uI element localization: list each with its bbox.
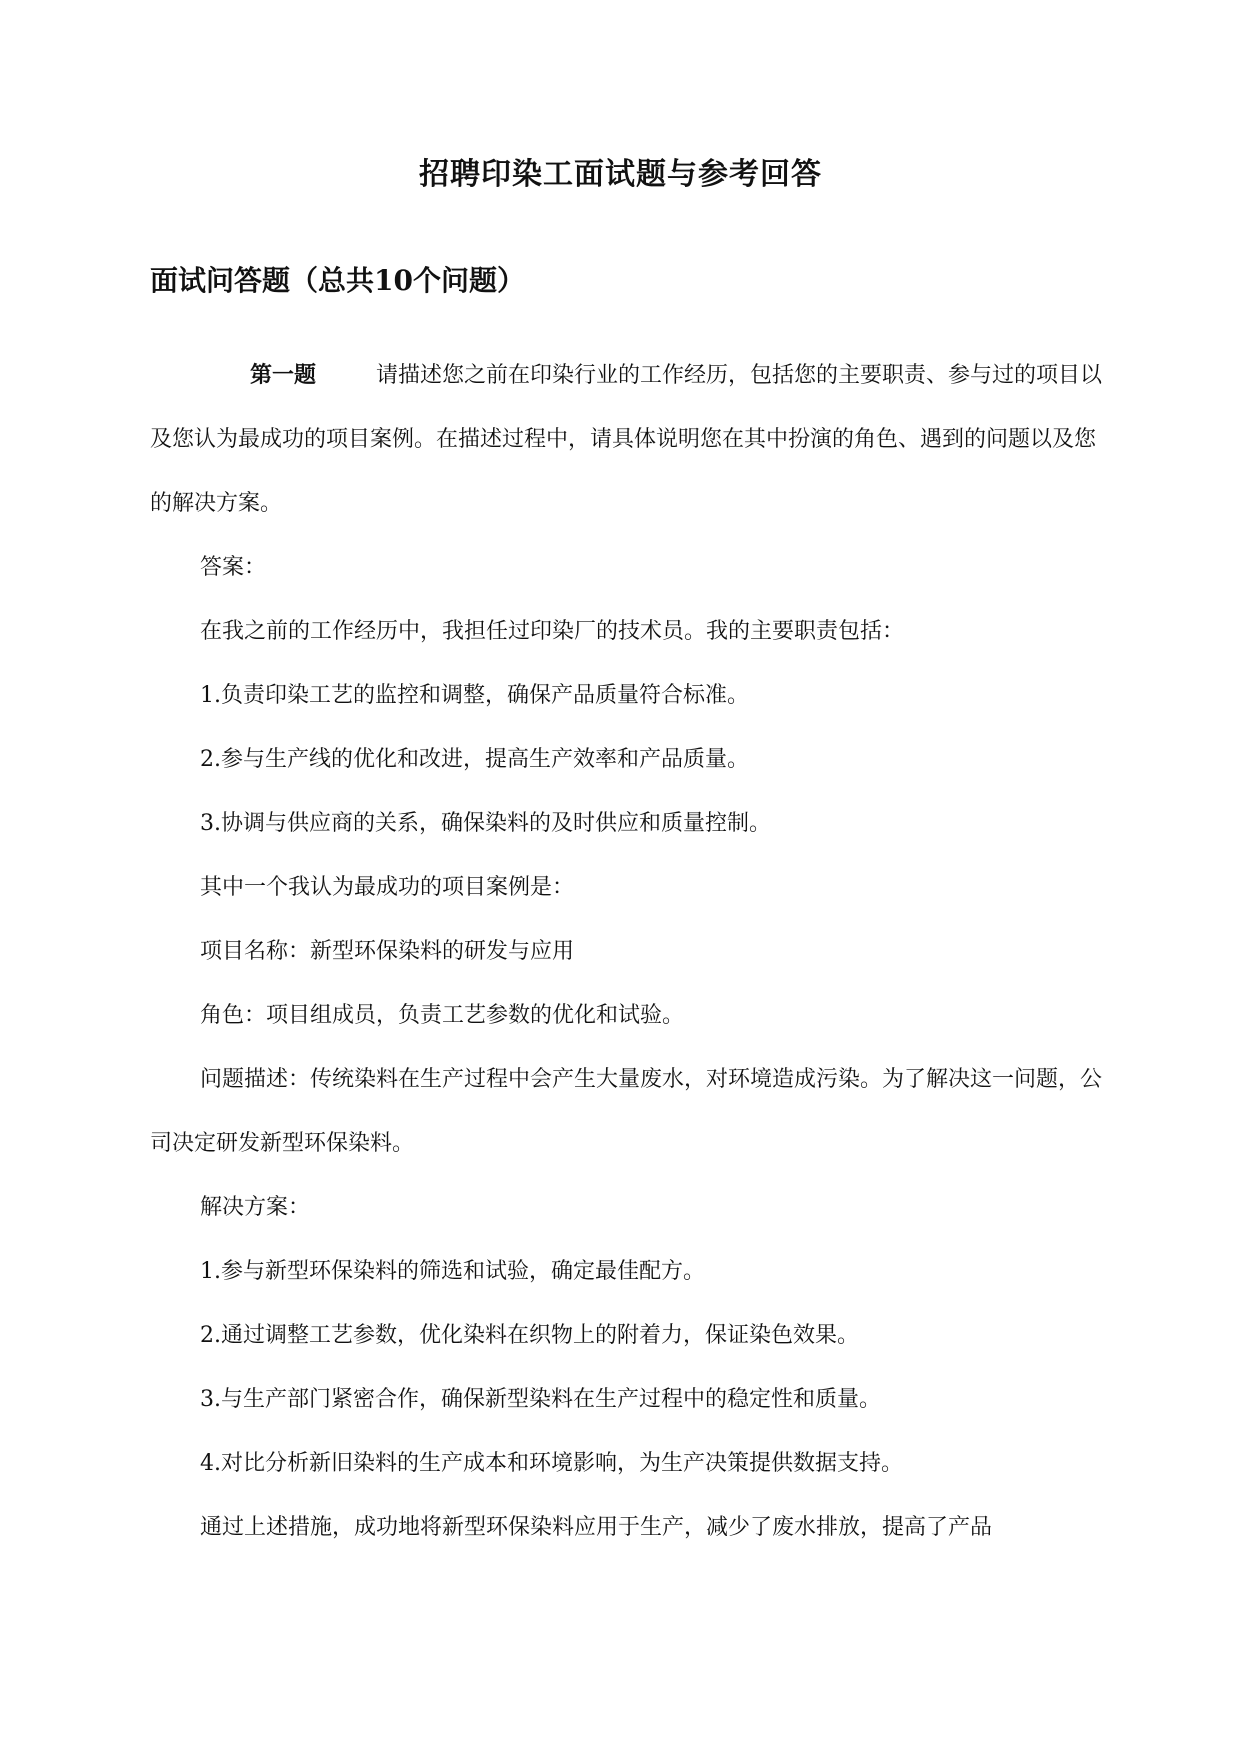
answer-heading: 答案： [200,555,267,580]
question-text: 请描述您之前在印染行业的工作经历，包括您的主要职责、参与过的项目以及您认为最成功的项目案例。在描述过程中，请具体说明您在其中扮演的角色、遇到的问题以及您的解决方案。 [150,363,1103,516]
case-intro: 其中一个我认为最成功的项目案例是： [200,875,575,900]
solution-item-4: 4.对比分析新旧染料的生产成本和环境影响，为生产决策提供数据支持。 [200,1451,903,1476]
duty-item-2: 2.参与生产线的优化和改进，提高生产效率和产品质量。 [200,747,749,772]
document-body [150,343,1105,1560]
question-label: 第一题 [250,362,317,388]
solution-item-3: 3.与生产部门紧密合作，确保新型染料在生产过程中的稳定性和质量。 [200,1387,881,1412]
section-heading: 面试问答题（总共10个问题） [150,264,525,297]
problem-description: 问题描述：传统染料在生产过程中会产生大量废水，对环境造成污染。为了解决这一问题，公司决定研发新型环保染料。 [150,1067,1103,1156]
conclusion: 通过上述措施，成功地将新型环保染料应用于生产，减少了废水排放，提高了产品 [200,1515,993,1540]
solution-item-2: 2.通过调整工艺参数，优化染料在织物上的附着力，保证染色效果。 [200,1323,859,1348]
solution-item-1: 1.参与新型环保染料的筛选和试验，确定最佳配方。 [200,1259,705,1284]
project-role: 角色：项目组成员，负责工艺参数的优化和试验。 [200,1003,685,1028]
answer-intro: 在我之前的工作经历中，我担任过印染厂的技术员。我的主要职责包括： [200,619,905,644]
solution-heading: 解决方案： [200,1195,311,1220]
duty-item-1: 1.负责印染工艺的监控和调整，确保产品质量符合标准。 [200,683,749,708]
project-name: 项目名称：新型环保染料的研发与应用 [200,939,575,964]
duty-item-3: 3.协调与供应商的关系，确保染料的及时供应和质量控制。 [200,811,771,836]
document-title: 招聘印染工面试题与参考回答 [419,157,822,192]
question-1 [150,343,1105,536]
